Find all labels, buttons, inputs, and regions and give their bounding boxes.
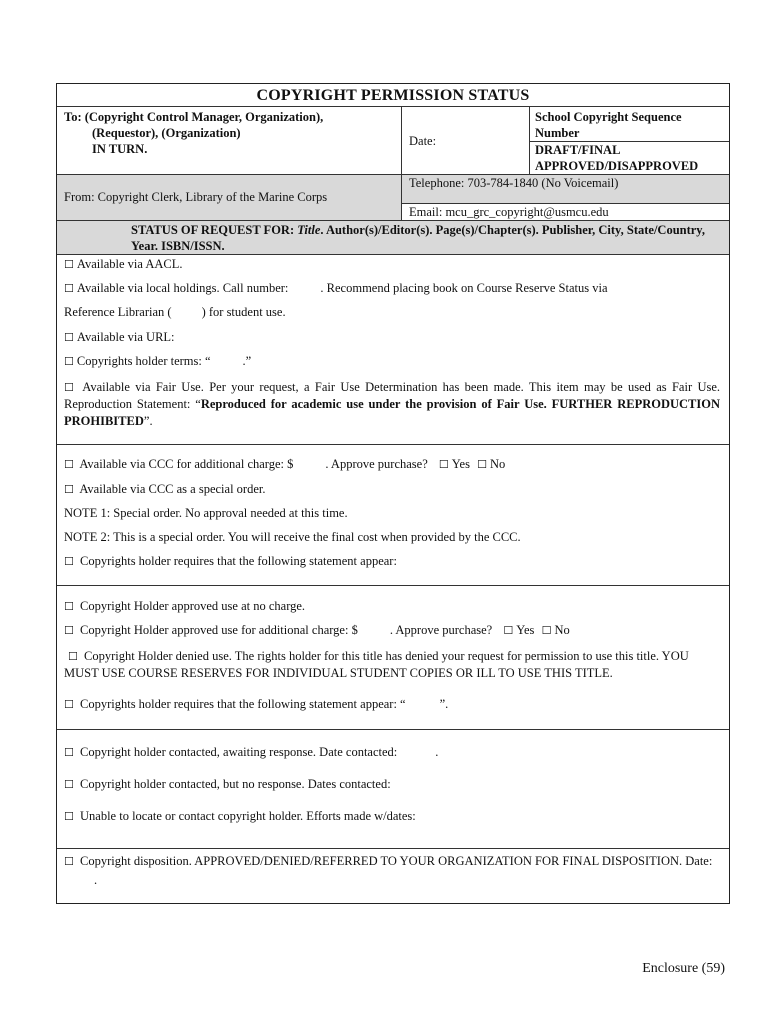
checkbox[interactable]: ☐ [64,331,74,344]
checkbox[interactable]: ☐ [64,458,74,471]
checkbox[interactable]: ☐ [438,458,449,471]
divider [529,106,530,174]
permission-form [56,83,730,904]
status-rest: . Author(s)/Editor(s). Page(s)/Chapter(s). Publisher, City, State/Country, Year. ISBN/ISSN. [131,223,705,253]
status-prefix: STATUS OF REQUEST FOR: [131,223,298,237]
option-no-response: ☐ Copyright holder contacted, but no response. Dates contacted: [64,777,391,791]
checkbox[interactable]: ☐ [541,624,552,637]
divider [57,585,729,586]
email: Email: mcu_grc_copyright@usmcu.edu [409,205,609,219]
telephone: Telephone: 703-784-1840 (No Voicemail) [409,176,619,190]
checkbox[interactable]: ☐ [64,555,74,568]
form-title: COPYRIGHT PERMISSION STATUS [256,87,530,104]
option-denied: ☐ Copyright Holder denied use. The rights holder for this title has denied your request for permission to use this title. YOU MUST USE COURSE RESERVES FOR INDIVIDUAL STUDENT COPIES OR ILL TO USE THIS TITLE. [64,649,689,680]
checkbox[interactable]: ☐ [64,746,74,759]
option-no-charge: ☐ Copyright Holder approved use at no charge. [64,599,306,613]
enclosure-label: Enclosure (59) [642,961,725,976]
checkbox[interactable]: ☐ [64,381,74,394]
option-holder-terms: ☐ Copyrights holder terms: “ .” [64,354,252,368]
to-block [64,109,323,157]
to-line-2: (Requestor), (Organization) [92,126,241,140]
note-2: NOTE 2: This is a special order. You will receive the final cost when provided by the CCC. [64,530,521,544]
from-text: From: Copyright Clerk, Library of the Marine Corps [64,190,328,204]
option-local-holdings: ☐ Available via local holdings. Call number: . Recommend placing book on Course Reserve Status via [64,281,608,295]
date-label: Date: [409,134,437,148]
checkbox[interactable]: ☐ [64,855,74,868]
option-holder-statement: ☐ Copyrights holder requires that the following statement appear: “ ”. [64,697,449,711]
checkbox[interactable]: ☐ [64,600,74,613]
to-line-1: To: (Copyright Control Manager, Organization), [64,110,324,124]
option-additional-charge: ☐ Copyright Holder approved use for additional charge: $ . Approve purchase? ☐ Yes ☐ No [64,623,570,637]
checkbox[interactable]: ☐ [64,698,74,711]
status-of-request [131,222,716,254]
checkbox[interactable]: ☐ [64,258,74,271]
divider [57,729,729,730]
checkbox[interactable]: ☐ [477,458,487,471]
status-title-word: Title [297,223,321,237]
checkbox[interactable]: ☐ [64,810,74,823]
option-unable-to-locate: ☐ Unable to locate or contact copyright holder. Efforts made w/dates: [64,809,416,823]
option-statement: ☐ Copyrights holder requires that the following statement appear: [64,554,397,568]
option-aacl: ☐ Available via AACL. [64,257,183,271]
checkbox[interactable]: ☐ [64,282,74,295]
option-ccc-special: ☐ Available via CCC as a special order. [64,482,266,496]
checkbox[interactable]: ☐ [503,624,514,637]
divider [57,848,729,849]
option-local-holdings-cont: Reference Librarian ( ) for student use. [64,305,286,319]
option-fair-use: ☐ Available via Fair Use. Per your request, a Fair Use Determination has been made. This item may be used as Fair Use. Reproduction Statement: “Reproduced for academic use under the provision of Fair Use. FURTHER REPRODUCTION PROHIBITED”. [64,380,721,428]
checkbox[interactable]: ☐ [68,650,78,663]
divider [57,254,729,255]
divider [57,106,729,107]
checkbox[interactable]: ☐ [64,355,74,368]
draft-final-status: DRAFT/FINAL APPROVED/DISAPPROVED [535,143,699,173]
option-disposition: ☐ Copyright disposition. APPROVED/DENIED/REFERRED TO YOUR ORGANIZATION FOR FINAL DISPOSITION. Date:. [64,854,713,887]
option-url: ☐ Available via URL: [64,330,175,344]
checkbox[interactable]: ☐ [64,483,74,496]
divider [401,203,729,204]
reproduction-statement: Reproduced for academic use under the provision of Fair Use. FURTHER REPRODUCTION PROHIBITED [64,397,720,428]
sequence-number-label: School Copyright Sequence Number [535,110,682,140]
divider [57,444,729,445]
option-ccc-charge: ☐ Available via CCC for additional charge: $ . Approve purchase? ☐ Yes ☐ No [64,457,506,471]
checkbox[interactable]: ☐ [64,778,74,791]
to-line-3: IN TURN. [92,142,148,156]
checkbox[interactable]: ☐ [64,624,74,637]
note-1: NOTE 1: Special order. No approval needed at this time. [64,506,348,520]
option-awaiting-response: ☐ Copyright holder contacted, awaiting response. Date contacted: . [64,745,439,759]
